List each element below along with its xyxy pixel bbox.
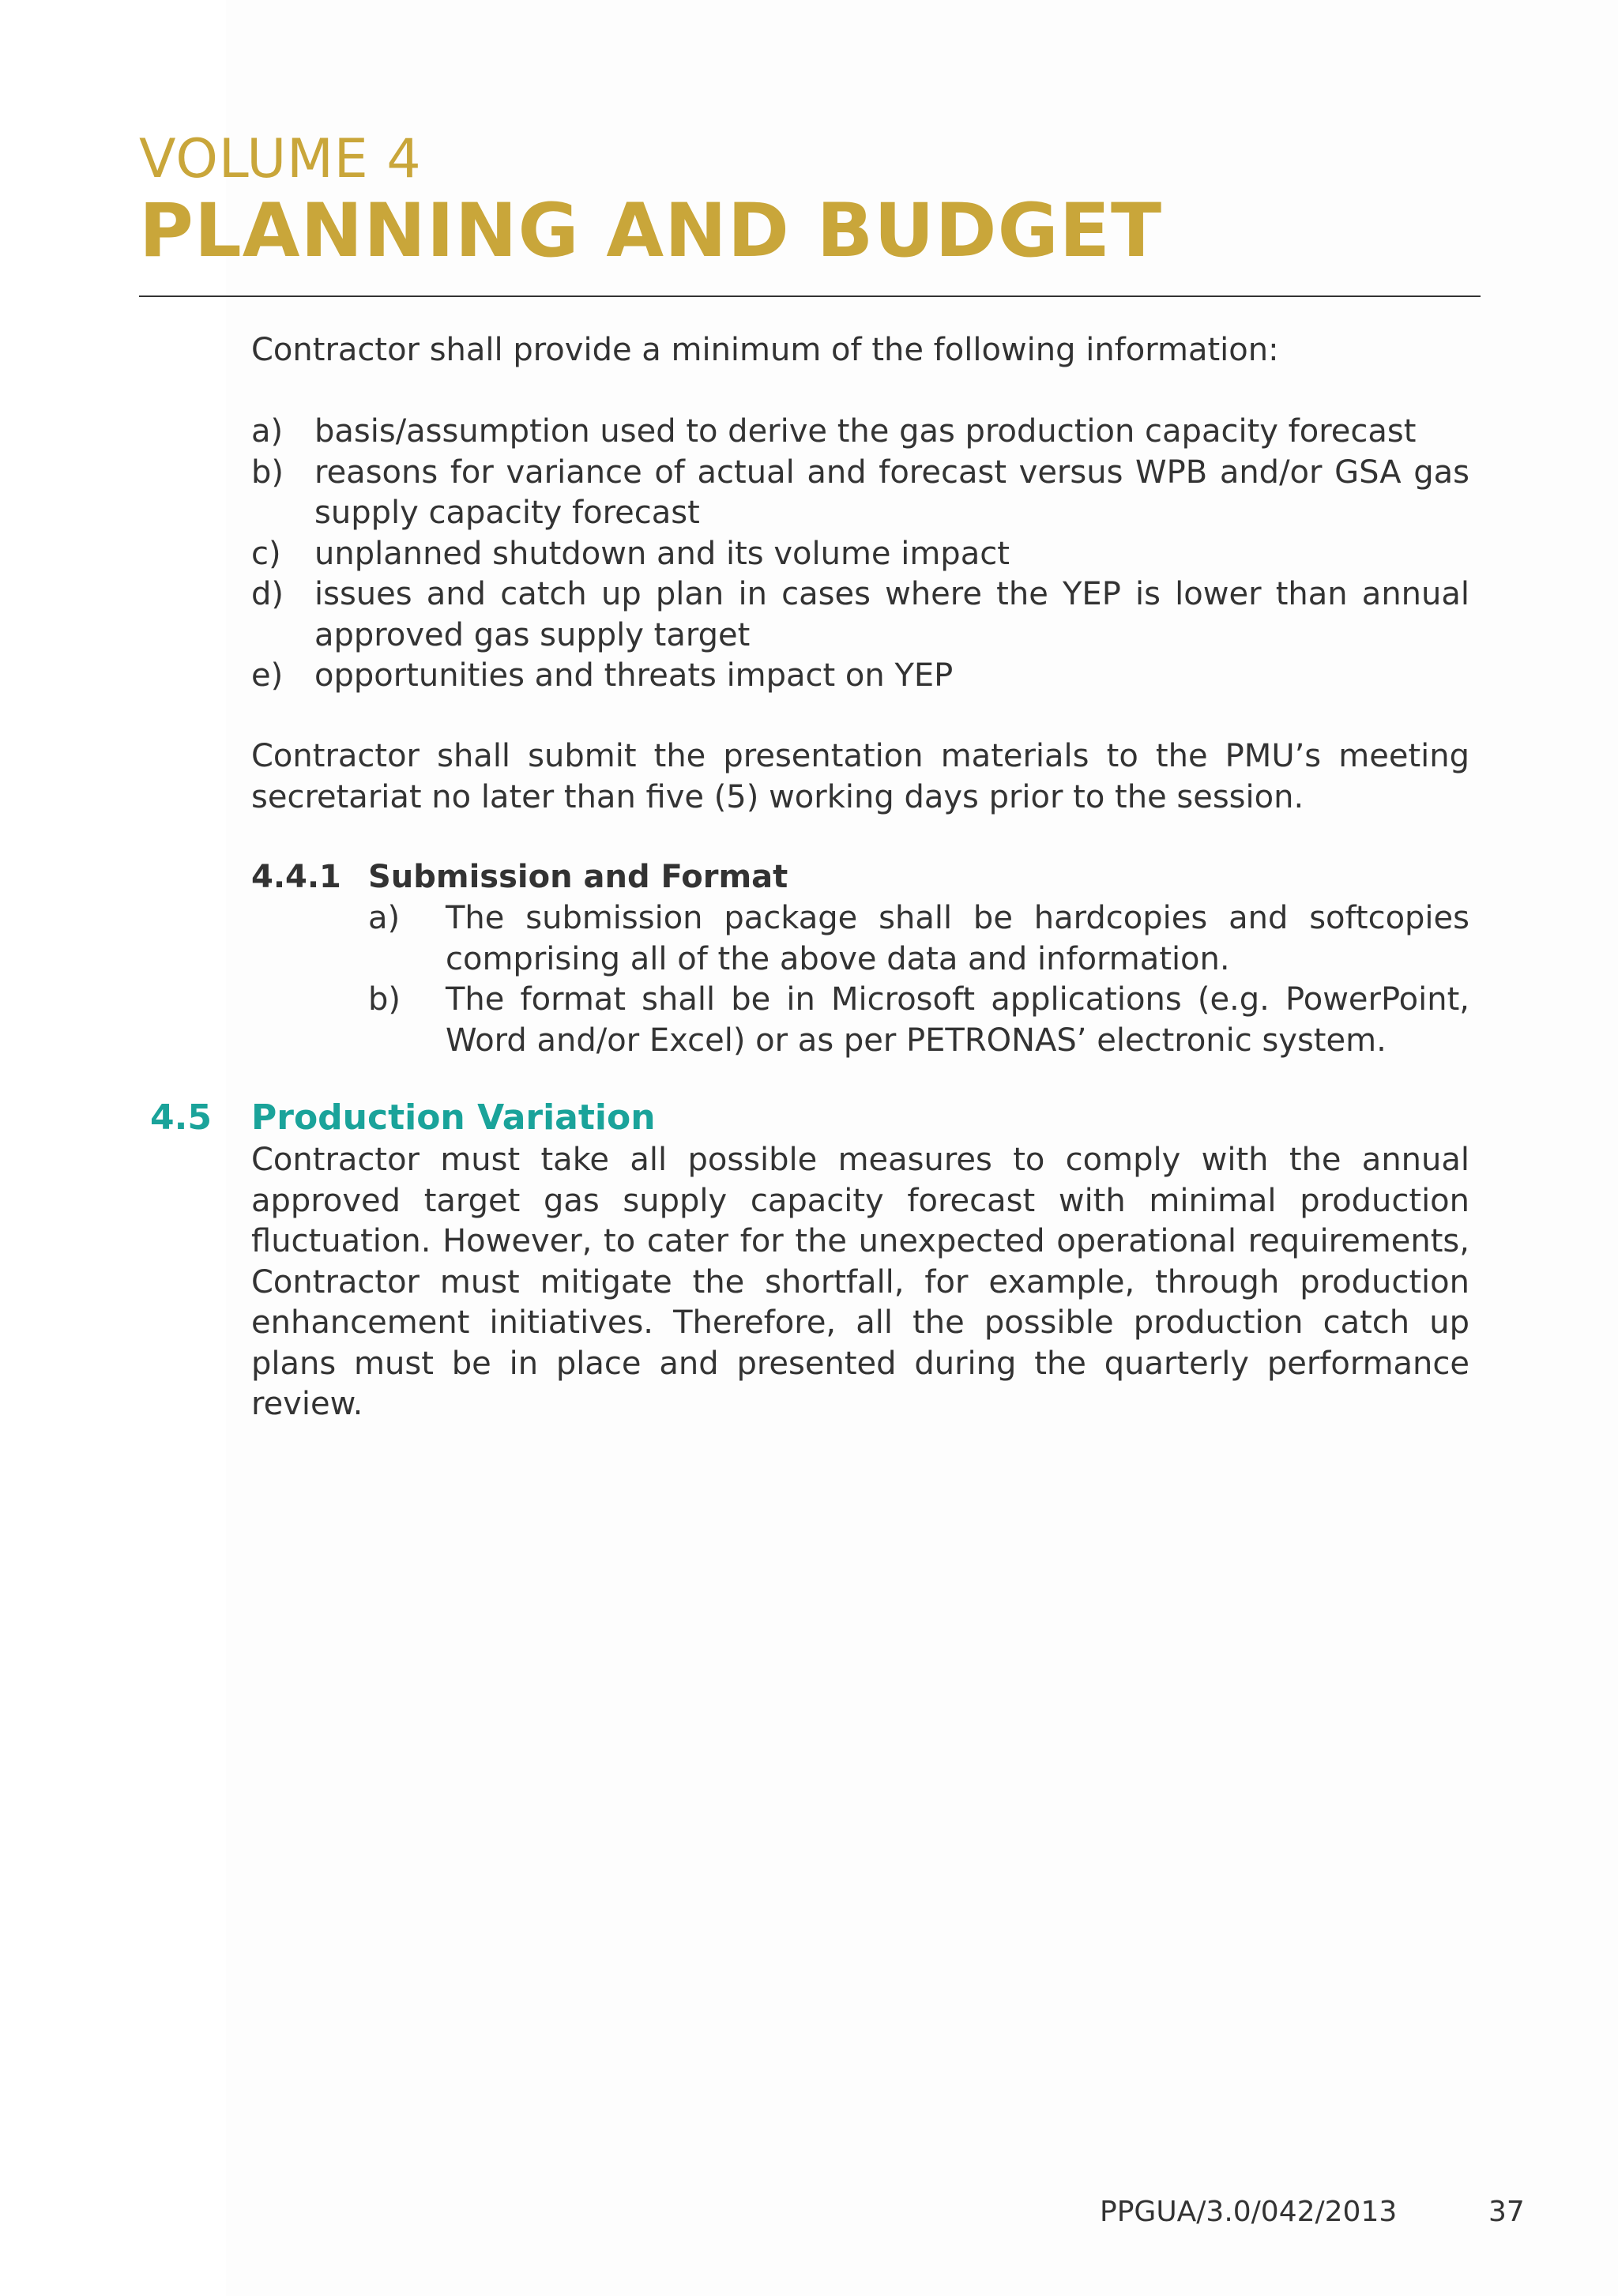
left-margin-strip [0, 0, 226, 2296]
header-divider [139, 295, 1481, 297]
section-heading [150, 1097, 656, 1139]
list-item [251, 656, 1469, 697]
section-number: 4.5 [150, 1097, 212, 1138]
intro-paragraph: Contractor shall provide a minimum of the following information: [251, 332, 1279, 368]
list-item-text: The format shall be in Microsoft applications (e.g. PowerPoint, Word and/or Excel) or as per PETRONAS’ electronic system. [446, 981, 1469, 1059]
volume-label: VOLUME 4 [139, 128, 422, 190]
list-item [368, 980, 1469, 1061]
list-marker: a) [368, 900, 401, 936]
list-item [368, 898, 1469, 980]
list-marker: b) [251, 454, 284, 491]
document-code: PPGUA/3.0/042/2013 [1100, 2196, 1398, 2228]
section-title: Production Variation [251, 1097, 656, 1138]
list-item [251, 412, 1469, 453]
subsection-title: Submission and Format [368, 859, 788, 895]
subsection-number: 4.4.1 [251, 859, 341, 895]
list-item-text: basis/assumption used to derive the gas production capacity forecast [314, 413, 1417, 450]
info-list [251, 412, 1469, 697]
list-marker: d) [251, 576, 284, 612]
section-body: Contractor must take all possible measures to comply with the annual approved target gas supply capacity forecast with minimal production fluctuation. However, to cater for the unexpected operational requirements, Contractor must mitigate the shortfall, for example, through production enhancement initiatives. Therefore, all the possible production catch up plans must be in place and presented during the quarterly performance review. [251, 1142, 1469, 1422]
list-item-text: reasons for variance of actual and forecast versus WPB and/or GSA gas supply capacity forecast [314, 454, 1469, 531]
list-item-text: unplanned shutdown and its volume impact [314, 535, 1010, 572]
list-item [251, 453, 1469, 534]
list-marker: e) [251, 657, 284, 694]
list-item [251, 574, 1469, 656]
page-number: 37 [1488, 2196, 1525, 2228]
subsection-list [368, 898, 1469, 1061]
list-item-text: issues and catch up plan in cases where the YEP is lower than annual approved gas supply target [314, 576, 1469, 653]
list-item-text: The submission package shall be hardcopies and softcopies comprising all of the above data and information. [446, 900, 1469, 977]
list-marker: c) [251, 535, 281, 572]
list-item-text: opportunities and threats impact on YEP [314, 657, 954, 694]
list-item [251, 534, 1469, 575]
list-marker: b) [368, 981, 401, 1018]
volume-title: PLANNING AND BUDGET [139, 188, 1163, 274]
list-marker: a) [251, 413, 284, 450]
subsection-heading [251, 857, 1469, 898]
submit-paragraph: Contractor shall submit the presentation materials to the PMU’s meeting secretariat no later than five (5) working days prior to the session. [251, 738, 1469, 815]
